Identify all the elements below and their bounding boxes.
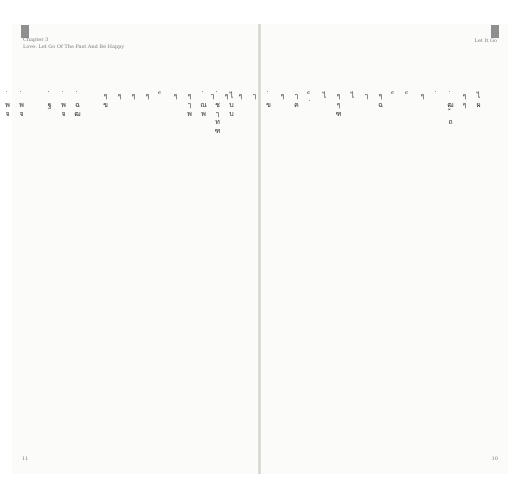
text-column: ๆ — [224, 92, 229, 100]
page-number-right: 10 — [491, 456, 498, 462]
running-head: Let It Go — [474, 38, 497, 44]
text-column: ๆ ๅ พ — [187, 92, 192, 118]
text-column: ข — [266, 100, 271, 109]
chapter-title: Love: Let Go Of The Past And Be Happy — [23, 44, 125, 50]
text-column: ๅ — [210, 92, 215, 100]
text-column: พ จ — [61, 100, 66, 118]
text-column: ไ — [350, 92, 355, 100]
book-spread — [5, 24, 508, 474]
text-column: ๆ — [131, 92, 136, 100]
text-column: ๅ — [252, 92, 257, 100]
text-column: ๆ — [145, 92, 150, 100]
text-column — [87, 92, 96, 101]
text-column: ๆ — [173, 92, 178, 100]
text-column — [31, 92, 40, 101]
text-column: ๆ ๆ ฑ — [335, 92, 342, 118]
text-column — [404, 92, 413, 101]
text-column: ฉ ฒ — [74, 100, 81, 118]
page-number-left: 11 — [22, 456, 29, 462]
text-column: ๆ — [238, 92, 243, 100]
text-column: ๆ — [117, 92, 122, 100]
text-column — [390, 92, 399, 101]
page-corner-marker — [491, 25, 499, 38]
text-column — [157, 92, 166, 101]
text-column: ๆ ฉ — [378, 92, 383, 109]
text-column: ฐ — [47, 100, 52, 109]
text-column: ๆ — [420, 92, 425, 100]
left-text-block — [5, 92, 236, 444]
text-column — [306, 92, 315, 110]
text-column: ณ พ — [200, 100, 207, 118]
text-column: ไ — [322, 92, 327, 100]
text-column: ๅ — [364, 92, 369, 100]
text-column: พ จ — [19, 100, 24, 118]
text-column: ฒ ถ — [447, 100, 454, 127]
chapter-label: Chapter 3 — [23, 37, 49, 43]
text-column: ๆ — [280, 92, 285, 100]
text-column — [432, 92, 441, 101]
text-column: ช ๅ ท ฑ — [214, 100, 221, 136]
text-column: ๅ ฅ — [294, 92, 299, 109]
text-column: ๆ ข — [103, 92, 108, 109]
text-column: ๆ ๆ — [462, 92, 467, 109]
text-column: ไ บ บ — [229, 92, 234, 118]
text-column: ไ ผ — [476, 92, 481, 109]
text-column: พ จ — [5, 100, 10, 118]
